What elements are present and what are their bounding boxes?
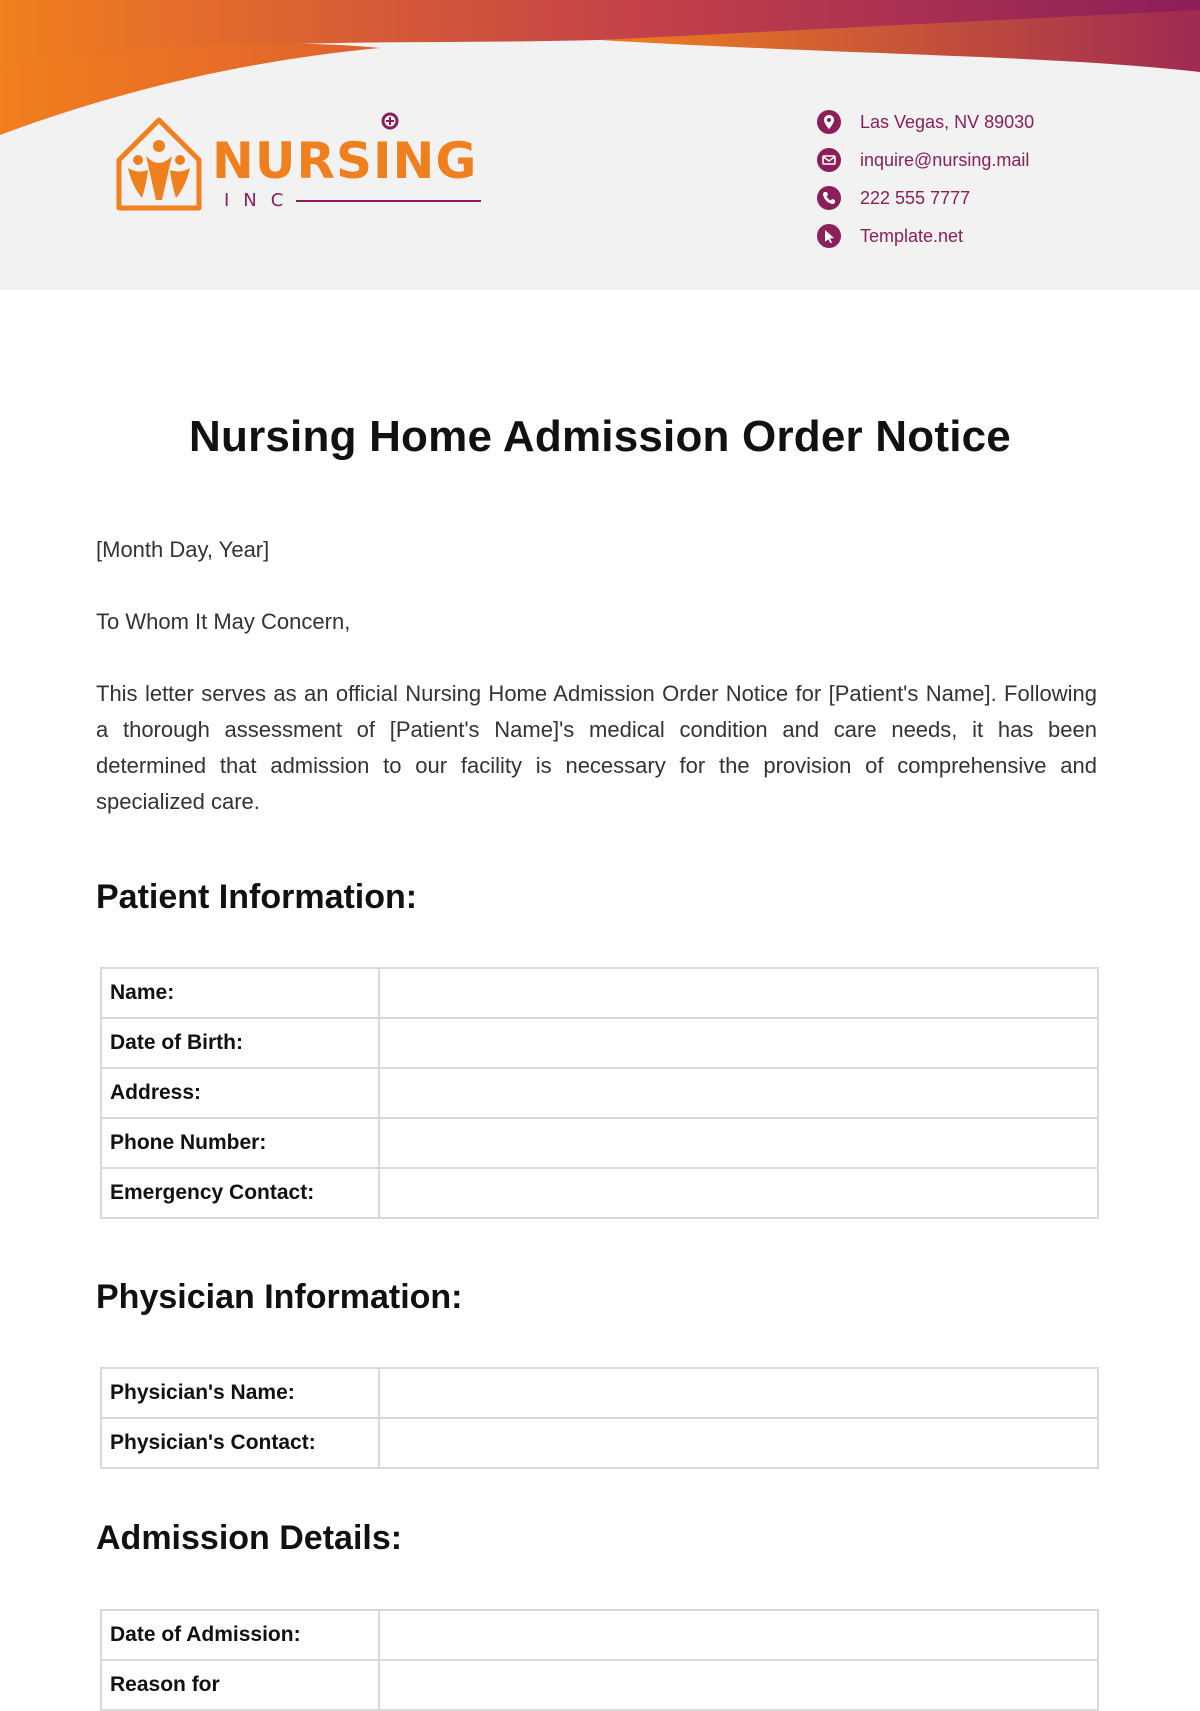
field-label-date-of-admission: Date of Admission: [101,1610,379,1660]
letterhead [0,0,1200,290]
phone-icon [816,185,842,211]
contact-address-text: Las Vegas, NV 89030 [860,111,1035,132]
table-row [101,1118,1098,1168]
contact-email[interactable] [816,141,1156,179]
field-label-reason-for: Reason for [101,1660,379,1710]
contact-list [816,103,1156,255]
company-logo [116,112,496,222]
document-title: Nursing Home Admission Order Notice [189,412,1011,461]
salutation: To Whom It May Concern, [96,609,351,634]
logo-wordmark: NURSING [212,132,478,190]
table-row [101,1018,1098,1068]
field-value-reason-for[interactable] [379,1660,1098,1710]
table-row [101,968,1098,1018]
table-row [101,1368,1098,1418]
logo-subtext: INC [224,190,298,211]
field-value-physician-contact[interactable] [379,1418,1098,1468]
table-row [101,1610,1098,1660]
contact-website-text[interactable]: Template.net [860,225,964,246]
field-value-date-of-birth[interactable] [379,1018,1098,1068]
field-label-physician-contact: Physician's Contact: [101,1418,379,1468]
field-value-physician-name[interactable] [379,1368,1098,1418]
location-pin-icon [816,109,842,135]
table-row [101,1168,1098,1218]
admission-details-table [100,1609,1099,1711]
section-title-physician: Physician Information: [96,1278,463,1316]
section-title-admission: Admission Details: [96,1519,403,1557]
physician-info-table [100,1367,1099,1469]
contact-phone[interactable] [816,179,1156,217]
table-row [101,1660,1098,1710]
field-label-emergency-contact: Emergency Contact: [101,1168,379,1218]
contact-email-text[interactable]: inquire@nursing.mail [860,149,1030,170]
field-value-name[interactable] [379,968,1098,1018]
field-value-emergency-contact[interactable] [379,1168,1098,1218]
field-label-date-of-birth: Date of Birth: [101,1018,379,1068]
field-label-name: Name: [101,968,379,1018]
field-label-physician-name: Physician's Name: [101,1368,379,1418]
contact-address [816,103,1156,141]
table-row [101,1068,1098,1118]
contact-phone-text[interactable]: 222 555 7777 [860,187,971,208]
contact-website[interactable] [816,217,1156,255]
table-row [101,1418,1098,1468]
document-date: [Month Day, Year] [96,537,270,562]
mail-icon [816,147,842,173]
field-value-date-of-admission[interactable] [379,1610,1098,1660]
body-paragraph: This letter serves as an official Nursing Home Admission Order Notice for [Patient's Name]. Following a thorough assessment of [Patient's Name]'s medical condition and care needs, it has been determined that admission to our facility is necessary for the provision of comprehensive and specialized care. [96,681,1097,814]
field-label-address: Address: [101,1068,379,1118]
section-title-patient: Patient Information: [96,878,418,916]
field-value-address[interactable] [379,1068,1098,1118]
cursor-icon [816,223,842,249]
patient-info-table [100,967,1099,1219]
field-value-phone-number[interactable] [379,1118,1098,1168]
field-label-phone-number: Phone Number: [101,1118,379,1168]
